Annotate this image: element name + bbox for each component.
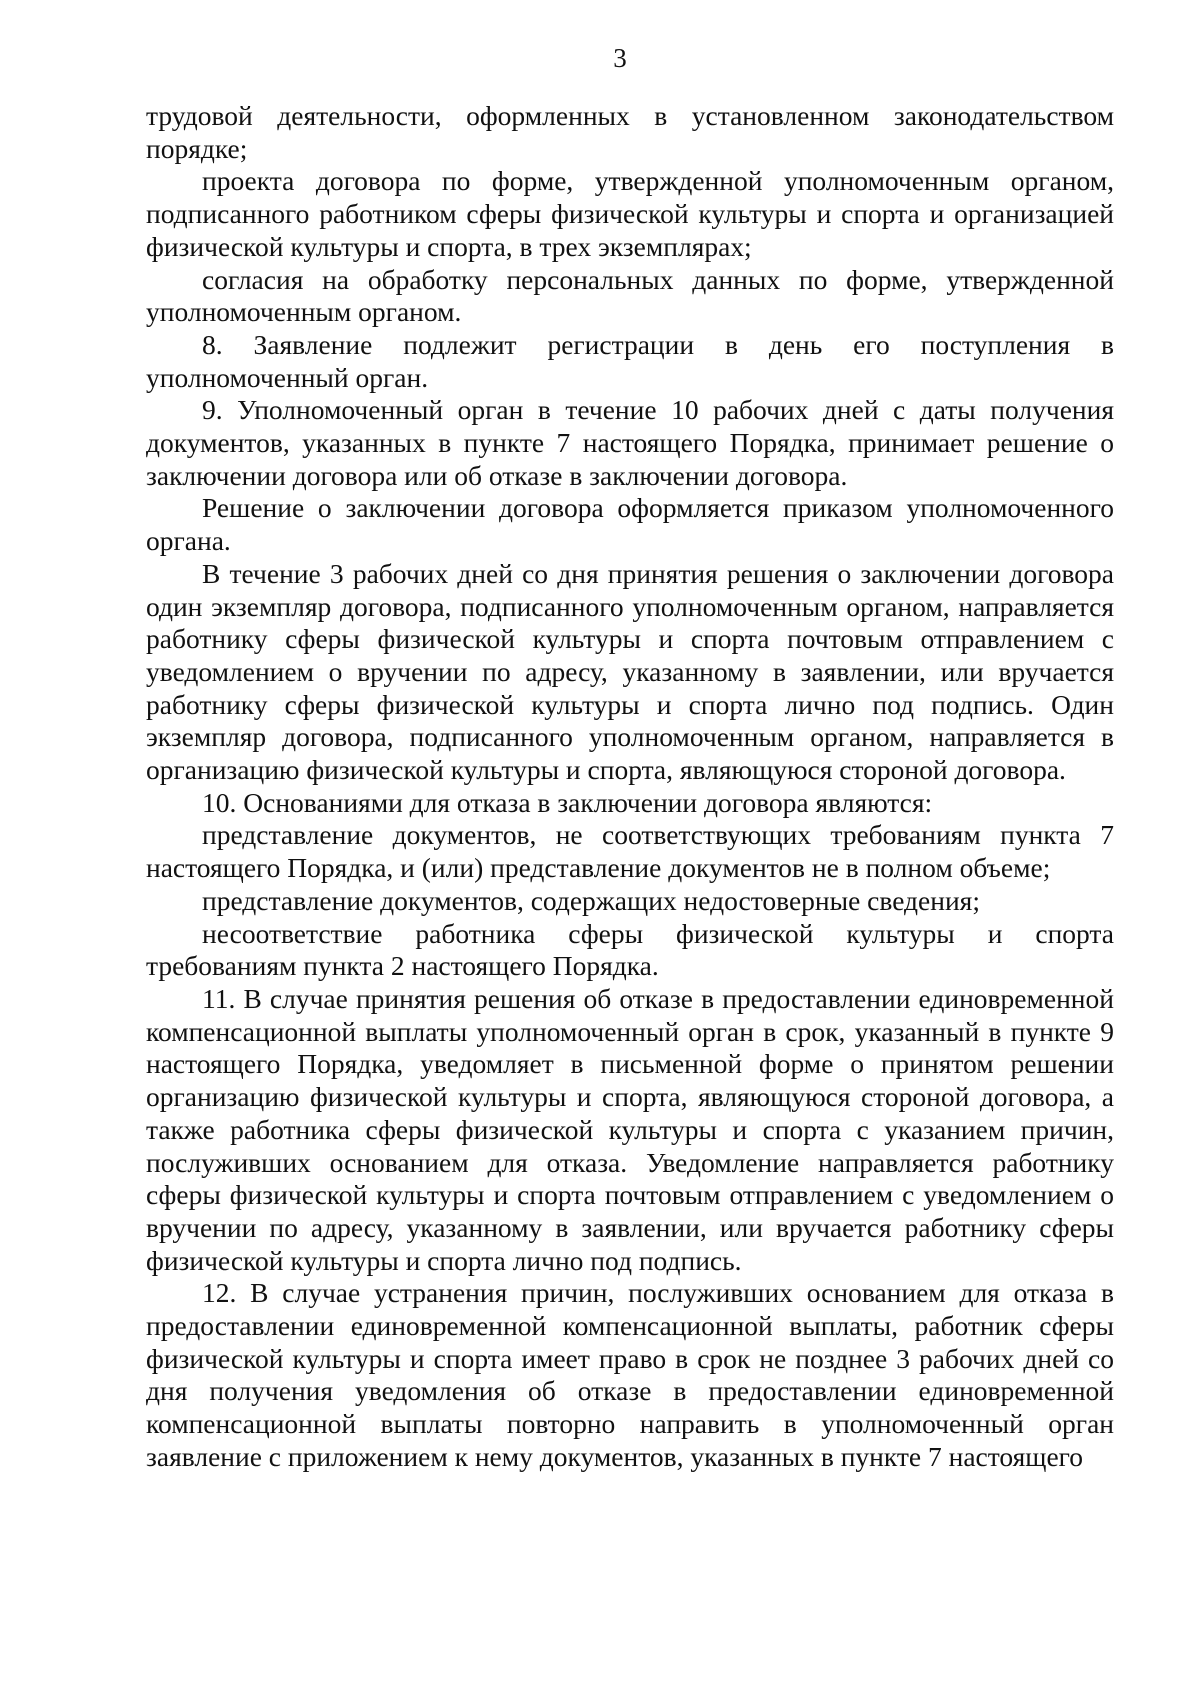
paragraph-continuation: трудовой деятельности, оформленных в установленном законодательством порядке; xyxy=(146,100,1114,164)
paragraph-contract-draft: проекта договора по форме, утвержденной уполномоченным органом, подписанного работником сферы физической культуры и спорта и организацией физической культуры и спорта, в трех экземплярах; xyxy=(146,165,1114,262)
page-number: 3 xyxy=(613,43,627,73)
paragraph-item-11: 11. В случае принятия решения об отказе в предоставлении единовременной компенсационной выплаты уполномоченный орган в срок, указанный в пункте 9 настоящего Порядка, уведомляет в письменной форме о принятом решении организацию физической культуры и спорта, являющуюся стороной договора, а также работника сферы физической культуры и спорта с указанием причин, послуживших основанием для отказа. Уведомление направляется работнику сферы физической культуры и спорта почтовым отправлением с уведомлением о вручении по адресу, указанному в заявлении, или вручается работнику сферы физической культуры и спорта лично под подпись. xyxy=(146,982,1114,1276)
paragraph-personal-data-consent: согласия на обработку персональных данных по форме, утвержденной уполномоченным органом. xyxy=(146,263,1114,328)
paragraph-refusal-reason-1: представление документов, не соответствующих требованиям пункта 7 настоящего Порядка, и (или) представление документов не в полном объеме; xyxy=(146,819,1114,884)
paragraph-decision-order: Решение о заключении договора оформляется приказом уполномоченного органа. xyxy=(146,492,1114,557)
paragraph-item-12: 12. В случае устранения причин, послуживших основанием для отказа в предоставлении единовременной компенсационной выплаты, работник сферы физической культуры и спорта имеет право в срок не позднее 3 рабочих дней со дня получения уведомления об отказе в предоставлении единовременной компенсационной выплаты повторно направить в уполномоченный орган заявление с приложением к нему документов, указанных в пункте 7 настоящего xyxy=(146,1277,1114,1472)
paragraph-contract-delivery: В течение 3 рабочих дней со дня принятия решения о заключении договора один экземпляр договора, подписанного уполномоченным органом, направляется работнику сферы физической культуры и спорта почтовым отправлением с уведомлением о вручении по адресу, указанному в заявлении, или вручается работнику сферы физической культуры и спорта лично под подпись. Один экземпляр договора, подписанного уполномоченным органом, направляется в организацию физической культуры и спорта, являющуюся стороной договора. xyxy=(146,557,1114,786)
paragraph-refusal-reason-2: представление документов, содержащих недостоверные сведения; xyxy=(202,884,980,916)
paragraph-refusal-reason-3: несоответствие работника сферы физической культуры и спорта требованиям пункта 2 настоящего Порядка. xyxy=(146,917,1114,982)
paragraph-item-10: 10. Основаниями для отказа в заключении договора являются: xyxy=(202,786,933,818)
paragraph-item-8: 8. Заявление подлежит регистрации в день его поступления в уполномоченный орган. xyxy=(146,328,1114,393)
paragraph-item-9: 9. Уполномоченный орган в течение 10 рабочих дней с даты получения документов, указанных в пункте 7 настоящего Порядка, принимает решение о заключении договора или об отказе в заключении договора. xyxy=(146,394,1114,491)
document-body xyxy=(146,100,1114,1474)
